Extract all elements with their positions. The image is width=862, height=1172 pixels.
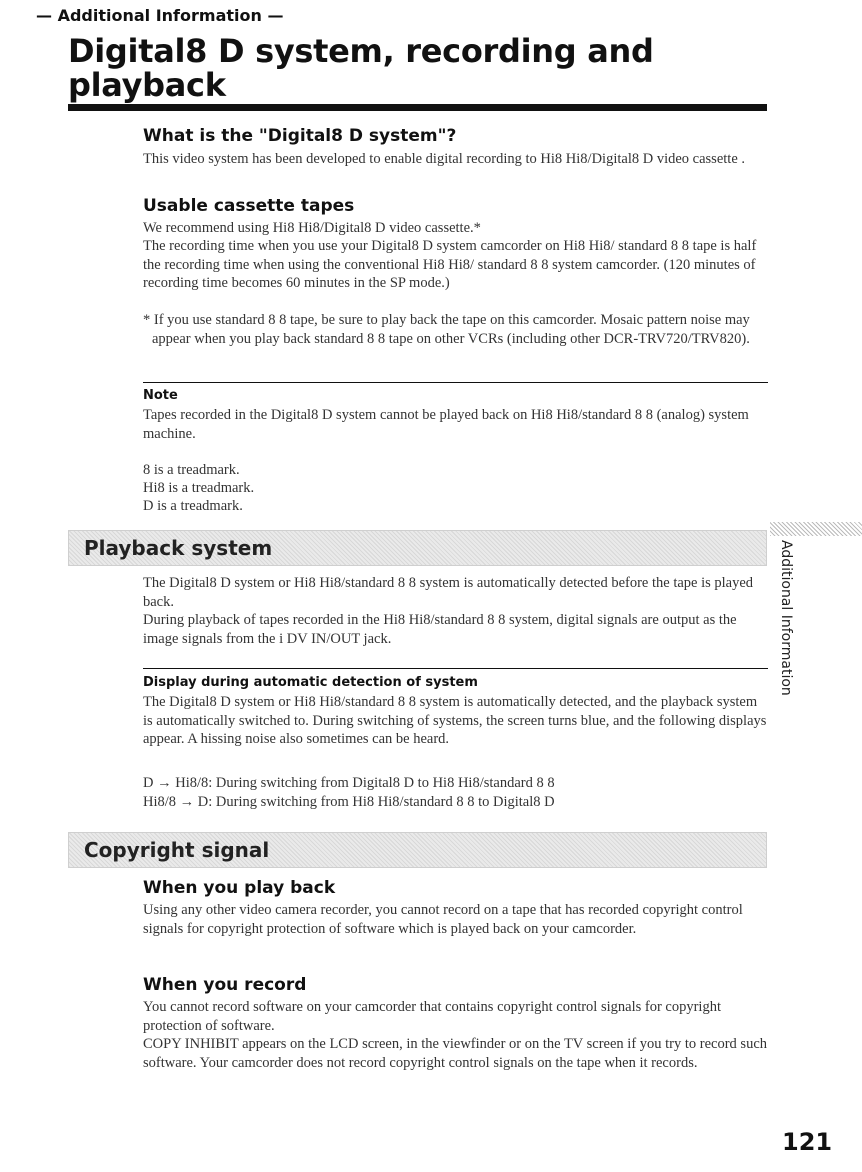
note-rule (143, 382, 768, 383)
trademark-digital8: D is a treadmark. (143, 498, 243, 514)
what-is-heading: What is the "Digital8 D system"? (143, 126, 457, 146)
usable-tapes-heading: Usable cassette tapes (143, 196, 355, 216)
page-title-line2: playback (68, 66, 226, 104)
play-back-heading: When you play back (143, 878, 336, 898)
display-rule (143, 668, 768, 669)
page-title (68, 34, 654, 102)
switch-line1: D → Hi8/8: During switching from Digital8 D to Hi8 Hi8/standard 8 8 (143, 775, 555, 791)
switch-line2: Hi8/8 → D: During switching from Hi8 Hi8/standard 8 8 to Digital8 D (143, 794, 555, 810)
side-tab-label: Additional Information (778, 540, 794, 696)
note-heading: Note (143, 388, 178, 403)
playback-band-title: Playback system (84, 536, 273, 560)
copyright-band-title: Copyright signal (84, 838, 270, 862)
display-body: The Digital8 D system or Hi8 Hi8/standard 8 8 system is automatically detected, and the playback system is automatically switched to. During switching of systems, the screen turns blue, and the following displays appear. A hissing noise also sometimes can be heard. (143, 694, 767, 747)
display-heading: Display during automatic detection of system (143, 675, 478, 690)
title-rule (68, 104, 767, 111)
record-body1: You cannot record software on your camcorder that contains copyright control signals for copyright protection of software. (143, 999, 721, 1034)
side-tab (770, 522, 862, 536)
section-label: — Additional Information — (36, 6, 284, 25)
trademark-8: 8 is a treadmark. (143, 462, 240, 478)
note-body: Tapes recorded in the Digital8 D system cannot be played back on Hi8 Hi8/standard 8 8 (analog) system machine. (143, 407, 749, 442)
playback-para2: During playback of tapes recorded in the Hi8 Hi8/standard 8 8 system, digital signals are output as the image signals from the i DV IN/OUT jack. (143, 612, 737, 647)
usable-tapes-footnote: * If you use standard 8 8 tape, be sure to play back the tape on this camcorder. Mosaic pattern noise may appear when you play back standard 8 8 tape on other VCRs (including other DCR-TRV720/TRV820). (143, 312, 750, 347)
page-title-line1: Digital8 D system, recording and (68, 32, 654, 70)
usable-tapes-para2: The recording time when you use your Digital8 D system camcorder on Hi8 Hi8/ standard 8 8 tape is half the recording time when using the conventional Hi8 Hi8/ standard 8 8 system camcorder. (120 minutes of recording time becomes 60 minutes in the SP mode.) (143, 238, 757, 291)
page-number: 121 (782, 1128, 833, 1156)
what-is-body: This video system has been developed to enable digital recording to Hi8 Hi8/Digital8 D video cassette . (143, 151, 746, 167)
playback-para1: The Digital8 D system or Hi8 Hi8/standard 8 8 system is automatically detected before the tape is played back. (143, 575, 754, 610)
play-back-body: Using any other video camera recorder, you cannot record on a tape that has recorded copyright control signals for copyright protection of software which is played back on your camcorder. (143, 902, 743, 937)
usable-tapes-line1: We recommend using Hi8 Hi8/Digital8 D video cassette.* (143, 220, 481, 236)
record-body2: COPY INHIBIT appears on the LCD screen, in the viewfinder or on the TV screen if you try to record such software. Your camcorder does not record copyright control signals on the tape when it records. (143, 1036, 768, 1071)
trademark-hi8: Hi8 is a treadmark. (143, 480, 255, 496)
record-heading: When you record (143, 975, 307, 995)
